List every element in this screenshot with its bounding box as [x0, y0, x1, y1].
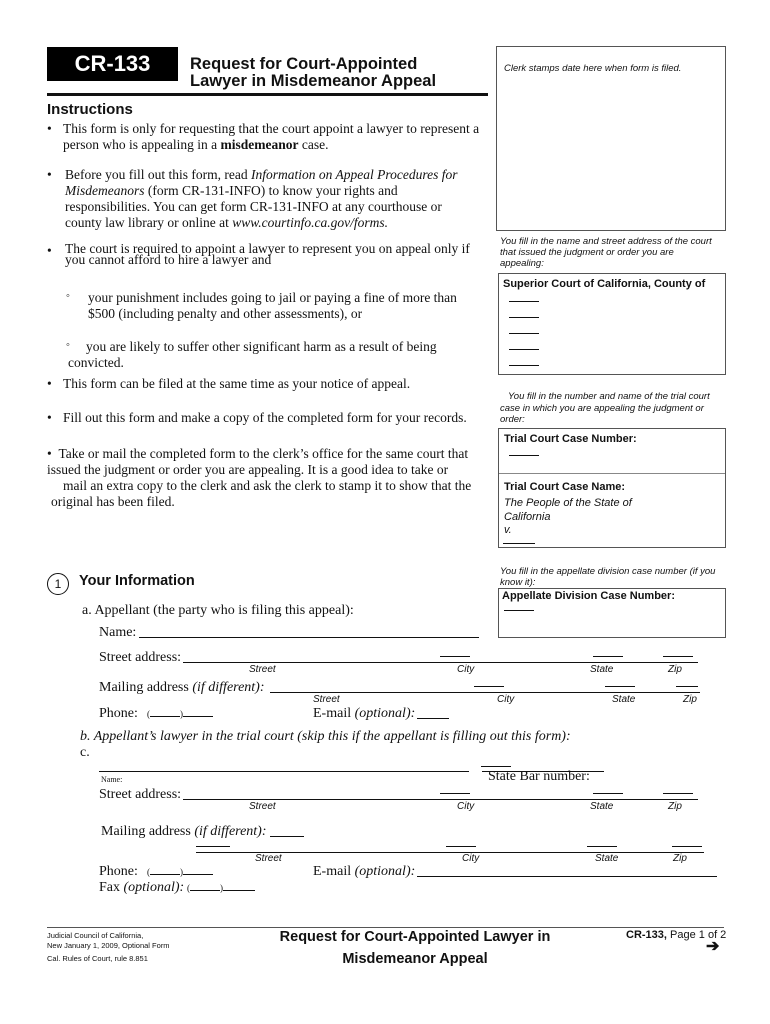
field-tick: [446, 846, 476, 847]
court-line[interactable]: [509, 333, 539, 334]
instruction-bullet-5: • Fill out this form and make a copy of the completed form for your records.: [47, 410, 467, 425]
bullet-icon: •: [47, 167, 52, 182]
appellant-mailing-input[interactable]: [270, 692, 700, 693]
b2-mid: (form CR-131-INFO) to know your rights and responsibilities. You can get form CR-131-INFO at any courthouse or county law library or online at: [65, 183, 442, 230]
field-tick: [605, 686, 635, 687]
appellate-line[interactable]: [504, 610, 534, 611]
clerk-stamp-box: [496, 46, 726, 231]
field-tick: [481, 766, 511, 767]
case-name-line2: California: [504, 511, 551, 523]
lawyer-mailing-label: Mailing address (if different):: [101, 824, 267, 839]
bullet-icon: •: [47, 446, 59, 461]
appellant-label: a. Appellant (the party who is filing this appeal):: [82, 603, 354, 618]
col-zip: Zip: [683, 694, 697, 705]
col-street: Street: [249, 801, 276, 812]
case-versus: v.: [504, 524, 512, 536]
appellant-phone-label: Phone:: [99, 706, 138, 721]
col-state: State: [590, 801, 614, 812]
section-title: Your Information: [79, 573, 195, 589]
col-state: State: [595, 853, 619, 864]
field-tick: [440, 793, 470, 794]
b2-pre: Before you fill out this form, read: [65, 167, 251, 182]
instruction-sub-2: [66, 339, 476, 371]
case-defendant-line[interactable]: [503, 543, 535, 544]
instruction-bullet-3: [47, 243, 487, 265]
form-title-line1: Request for Court-Appointed: [190, 55, 418, 73]
bullet-icon: •: [47, 121, 52, 136]
col-street: Street: [249, 664, 276, 675]
lawyer-phone-input[interactable]: ( ): [147, 862, 213, 877]
col-zip: Zip: [673, 853, 687, 864]
section-number-badge: 1: [47, 573, 69, 595]
instruction-bullet-4: • This form can be filed at the same time as your notice of appeal.: [47, 376, 411, 391]
instruction-bullet-2: [47, 167, 467, 231]
field-tick: [663, 656, 693, 657]
case-box: [498, 428, 726, 548]
b1-bold: misdemeanor: [220, 137, 299, 152]
field-tick: [672, 846, 702, 847]
instruction-bullet-1: [47, 121, 487, 153]
court-caption: You fill in the name and street address of the court that issued the judgment or order you are appealing:: [500, 236, 712, 269]
appellant-email-label: E-mail (optional):: [313, 706, 416, 721]
col-city: City: [462, 853, 480, 864]
lawyer-name-input[interactable]: [99, 771, 469, 772]
clerk-stamp-label: Clerk stamps date here when form is filed.: [504, 63, 682, 74]
court-line[interactable]: [509, 317, 539, 318]
footer-left: Judicial Council of California, New January 1, 2009, Optional Form Cal. Rules of Court, rule 8.851: [47, 931, 170, 963]
field-tick: [593, 656, 623, 657]
lawyer-label: b. Appellant’s lawyer in the trial court (skip this if the appellant is filling out this form):: [80, 729, 571, 744]
lawyer-phone-label: Phone:: [99, 864, 138, 879]
bullet-icon: •: [47, 376, 52, 391]
c-label: c.: [80, 745, 90, 760]
b3-line1: The court is required to appoint a lawyer to represent you on appeal only if: [65, 241, 470, 256]
col-city: City: [497, 694, 515, 705]
field-tick: [440, 656, 470, 657]
appellant-phone-input[interactable]: ( ): [147, 704, 213, 719]
instruction-bullet-6: • Take or mail the completed form to the clerk’s office for the same court that issued the judgment or order you are appealing. It is a good idea to take or mail an extra copy to the clerk and ask the clerk to stamp it to show that the original has been filed.: [47, 446, 472, 509]
sub2-line2: convicted.: [68, 355, 124, 370]
lawyer-street-label: Street address:: [99, 787, 182, 802]
appellate-label: Appellate Division Case Number:: [502, 590, 675, 602]
col-street: Street: [255, 853, 282, 864]
appellant-name-input[interactable]: [139, 637, 479, 638]
bullet-icon: •: [47, 243, 52, 258]
lawyer-email-input[interactable]: [417, 876, 717, 877]
col-street: Street: [313, 694, 340, 705]
lawyer-fax-input[interactable]: ( ): [187, 878, 255, 893]
instructions-heading: Instructions: [47, 101, 133, 118]
court-line[interactable]: [509, 349, 539, 350]
case-divider: [499, 473, 725, 474]
field-tick: [663, 793, 693, 794]
form-title: [190, 56, 436, 90]
sub-bullet-icon: ◦: [66, 290, 70, 302]
lawyer-fax-label: Fax (optional):: [99, 880, 185, 895]
col-zip: Zip: [668, 664, 682, 675]
lawyer-mailing-input-a[interactable]: [270, 836, 304, 837]
bar-number-label: State Bar number:: [488, 769, 590, 784]
field-tick: [593, 793, 623, 794]
lawyer-street-input[interactable]: [183, 799, 698, 800]
lawyer-name-small-label: Name:: [101, 775, 123, 784]
case-name-line1: The People of the State of: [504, 497, 632, 509]
col-state: State: [590, 664, 614, 675]
next-page-arrow-icon: ➔: [706, 938, 720, 955]
sub-bullet-icon: ◦: [66, 339, 70, 351]
b3-line2: you cannot afford to hire a lawyer and: [65, 252, 272, 267]
court-line[interactable]: [509, 301, 539, 302]
b1-text: This form is only for requesting that the court appoint a lawyer to represent a person who is appealing in a: [63, 121, 480, 152]
court-title: Superior Court of California, County of: [503, 278, 706, 290]
case-name-label: Trial Court Case Name:: [504, 481, 626, 493]
appellate-box: [498, 588, 726, 638]
court-line[interactable]: [509, 365, 539, 366]
footer-title: Request for Court-Appointed Lawyer in Misdemeanor Appeal: [279, 929, 551, 967]
bullet-icon: •: [47, 410, 52, 425]
appellate-caption: You fill in the appellate division case number (if you know it):: [500, 566, 716, 588]
lawyer-email-label: E-mail (optional):: [313, 864, 416, 879]
case-number-label: Trial Court Case Number:: [504, 433, 637, 445]
b2-ital: Information on Appeal Procedures for Misdemeanors: [65, 167, 458, 198]
col-city: City: [457, 664, 475, 675]
footer-page: CR-133, Page 1 of 2: [626, 929, 727, 941]
appellant-street-label: Street address:: [99, 650, 182, 665]
field-tick: [474, 686, 504, 687]
header-rule: [47, 93, 488, 96]
sub2-line1: you are likely to suffer other significant harm as a result of being: [86, 339, 437, 354]
col-zip: Zip: [668, 801, 682, 812]
field-tick: [676, 686, 698, 687]
field-tick: [196, 846, 230, 847]
col-city: City: [457, 801, 475, 812]
appellant-email-input[interactable]: [417, 718, 449, 719]
col-state: State: [612, 694, 636, 705]
case-number-line[interactable]: [509, 455, 539, 456]
case-caption: You fill in the number and name of the trial court case in which you are appealing the judgment or order:: [500, 391, 710, 425]
instruction-sub-1: [66, 290, 476, 322]
b2-url: www.courtinfo.ca.gov/forms.: [232, 215, 388, 230]
b1-end: case.: [298, 137, 329, 152]
court-name-box: [498, 273, 726, 375]
form-number-badge: CR-133: [47, 47, 178, 81]
appellant-mailing-label: Mailing address (if different):: [99, 680, 265, 695]
appellant-street-input[interactable]: [183, 662, 698, 663]
form-title-line2: Lawyer in Misdemeanor Appeal: [190, 72, 437, 90]
sub1-text: your punishment includes going to jail or paying a fine of more than $500 (including penalty and other assessments), or: [88, 290, 457, 321]
field-tick: [587, 846, 617, 847]
appellant-name-label: Name:: [99, 625, 137, 640]
